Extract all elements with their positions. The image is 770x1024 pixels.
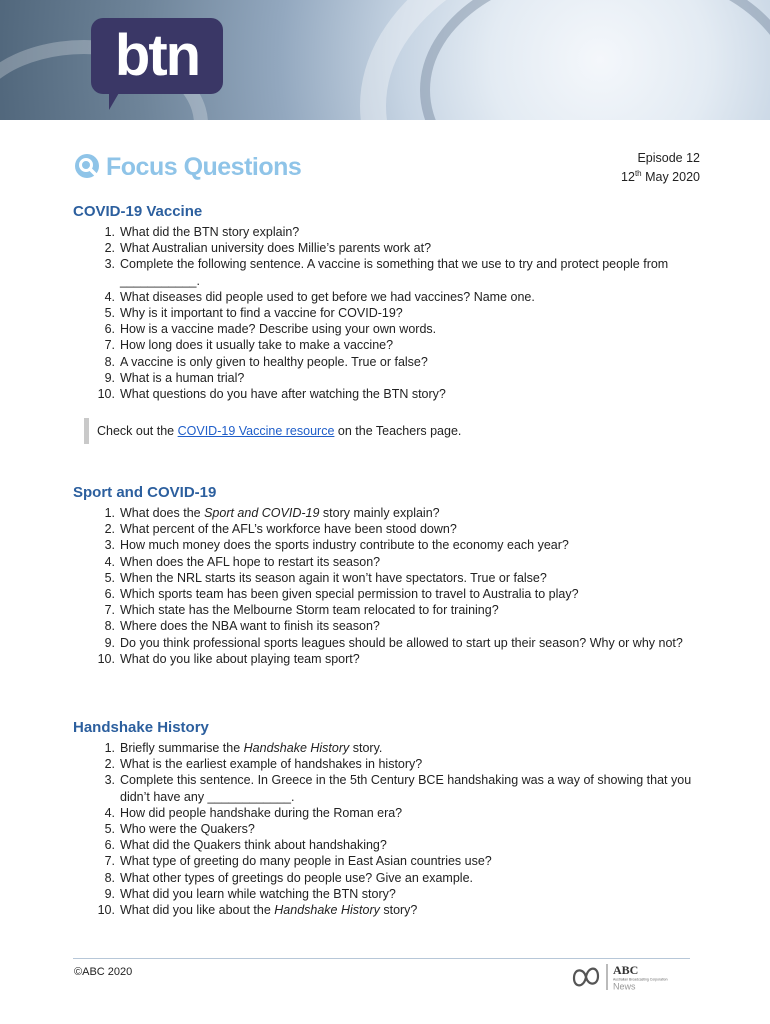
list-item: 4. What diseases did people used to get before we had vaccines? Name one.: [104, 289, 535, 304]
list-item: 10. What did you like about the Handshake History story?: [97, 903, 418, 918]
section-title-sport-covid: Sport and COVID-19: [73, 484, 217, 501]
list-item: 8. A vaccine is only given to healthy people. True or false?: [104, 354, 428, 369]
list-item: 1. What does the Sport and COVID-19 story mainly explain?: [104, 506, 440, 520]
list-item: 4. When does the AFL hope to restart its season?: [104, 554, 381, 569]
list-item: 8. What other types of greetings do people use? Give an example.: [104, 870, 473, 885]
focus-questions-title: [74, 150, 301, 184]
list-item: 8. Where does the NBA want to finish its season?: [104, 619, 380, 634]
list-item: 7. What type of greeting do many people in East Asian countries use?: [104, 854, 492, 869]
svg-text:News: News: [613, 981, 636, 992]
list-item: 2. What is the earliest example of handshakes in history?: [104, 757, 423, 772]
magnifier-icon: [74, 153, 102, 181]
list-item: 3. Complete this sentence. In Greece in the 5th Century BCE handshaking was a way of showing that you didn’t have any ____________.: [104, 773, 692, 804]
covid-vaccine-questions: [95, 224, 695, 402]
svg-text:Australian Broadcasting Corpor: Australian Broadcasting Corporation: [613, 977, 668, 982]
resource-note: Check out the COVID-19 Vaccine resource on the Teachers page.: [84, 418, 461, 444]
list-item: 5. Why is it important to find a vaccine for COVID-19?: [104, 306, 403, 321]
list-item: 7. Which state has the Melbourne Storm team relocated to for training?: [104, 603, 499, 618]
header-banner: [0, 0, 770, 120]
list-item: 2. What percent of the AFL’s workforce have been stood down?: [104, 522, 457, 537]
section-title-covid-vaccine: COVID-19 Vaccine: [73, 203, 203, 220]
handshake-history-questions: [95, 740, 695, 918]
list-item: 5. When the NRL starts its season again it won’t have spectators. True or false?: [104, 570, 547, 585]
list-item: 6. Which sports team has been given special permission to travel to Australia to play?: [104, 587, 579, 602]
abc-news-logo: [572, 962, 692, 992]
list-item: 9. What did you learn while watching the BTN story?: [104, 886, 396, 901]
list-item: 2. What Australian university does Millie’s parents work at?: [104, 241, 432, 256]
list-item: 1. What did the BTN story explain?: [104, 225, 300, 239]
list-item: 6. How is a vaccine made? Describe using your own words.: [104, 322, 437, 337]
copyright: ©ABC 2020: [74, 966, 133, 978]
list-item: 10. What do you like about playing team sport?: [97, 651, 360, 666]
list-item: 5. Who were the Quakers?: [104, 822, 255, 837]
covid-vaccine-resource-link[interactable]: COVID-19 Vaccine resource: [177, 424, 335, 438]
note-bar: [84, 418, 89, 444]
list-item: 1. Briefly summarise the Handshake History story.: [104, 741, 383, 755]
list-item: 10. What questions do you have after watching the BTN story?: [97, 387, 446, 402]
list-item: 3. How much money does the sports industry contribute to the economy each year?: [104, 538, 569, 553]
svg-text:ABC: ABC: [613, 963, 639, 977]
footer-divider: [73, 958, 690, 959]
list-item: 3. Complete the following sentence. A vaccine is something that we use to try and protect people from ___________.: [104, 257, 669, 288]
episode-date: 12th May 2020: [621, 169, 700, 185]
episode-info: [621, 150, 700, 185]
list-item: 7. How long does it usually take to make a vaccine?: [104, 338, 394, 353]
page-title: Focus Questions: [106, 152, 302, 181]
list-item: 9. What is a human trial?: [104, 370, 245, 385]
sport-covid-questions: [95, 505, 695, 667]
episode-number: Episode 12: [637, 151, 700, 165]
section-title-handshake-history: Handshake History: [73, 719, 209, 736]
list-item: 9. Do you think professional sports leagues should be allowed to start up their season? Why or why not?: [104, 635, 683, 650]
btn-logo-text: btn: [114, 23, 200, 88]
list-item: 4. How did people handshake during the Roman era?: [104, 805, 403, 820]
list-item: 6. What did the Quakers think about handshaking?: [104, 838, 387, 853]
